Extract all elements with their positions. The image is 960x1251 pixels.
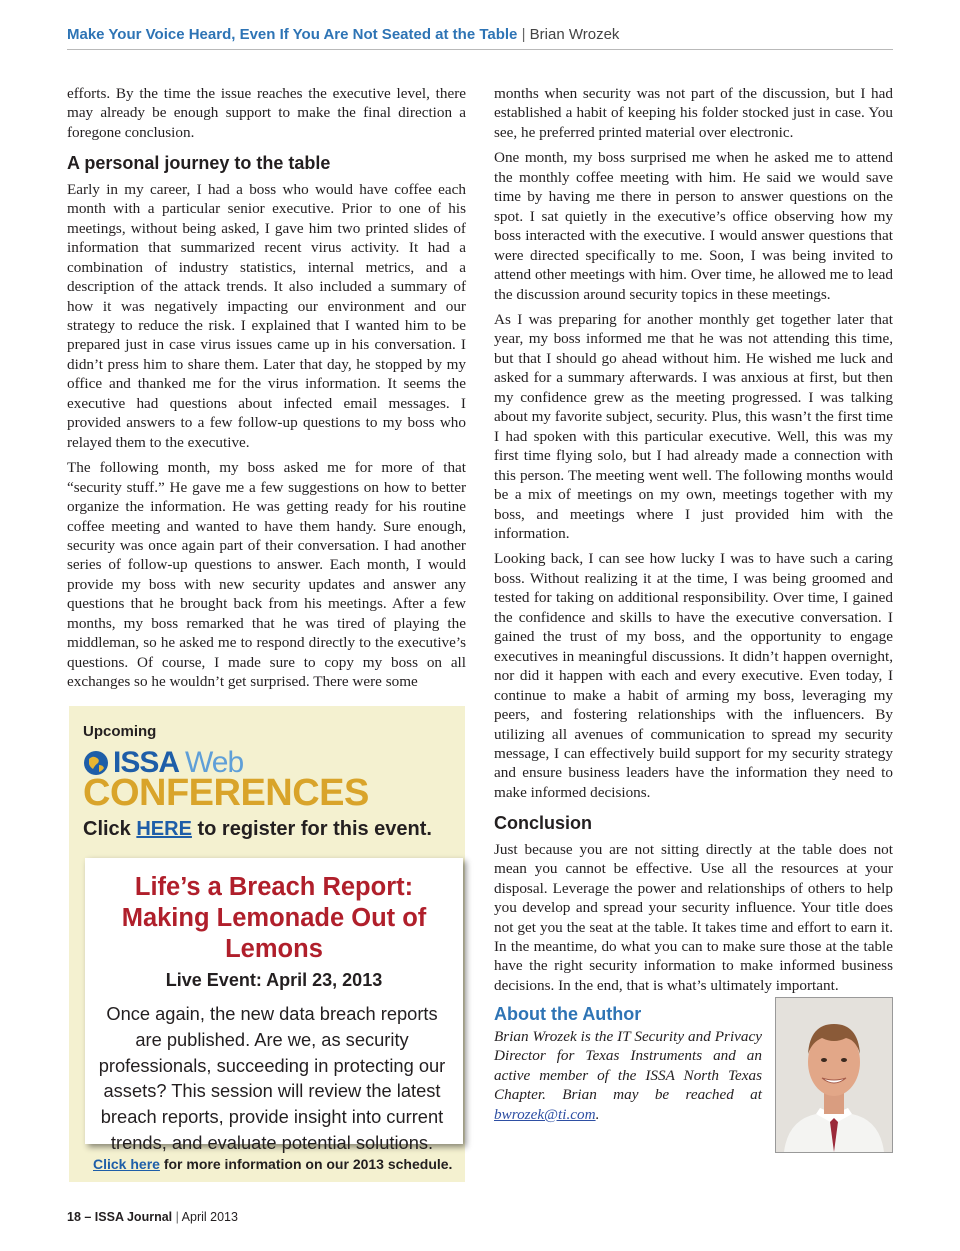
logo-issa-text: ISSA	[113, 746, 180, 779]
section-heading-conclusion: Conclusion	[494, 813, 592, 834]
register-prefix: Click	[83, 818, 137, 840]
paragraph: Just because you are not sitting directly at the table does not mean you cannot be effective. Use all the resources at your disposal. Leverage the power and relationships of others to help you develop and spread your security influence. Your title does not get you the seat at the table. It takes time and effort to earn it. In the meantime, do what you can to make sure those at the table have the right security information to make informed business decisions. In the end, that is what’s ultimately important.	[494, 840, 893, 994]
web-conference-promo	[69, 706, 465, 1182]
author-bio	[494, 1027, 762, 1124]
footer-separator: |	[175, 1210, 179, 1224]
header-author: Brian Wrozek	[529, 26, 620, 43]
section-heading-personal-journey: A personal journey to the table	[67, 153, 331, 174]
paragraph: The following month, my boss asked me for more of that “security stuff.” He gave me a few suggestions on how to better organize the information. He was getting ready for his routine coffee meeting and wanted to have them handy. Sure enough, security was once again part of their conversation. I had another series of follow-up questions to answer. Each month, I would provide my boss with new security updates and answer any questions that he brought back from his meetings. After a few months, my boss remarked that he was tired of playing the middleman, so he asked me to respond directly to the executive’s questions. Of course, I made sure to copy my boss on all exchanges so he wouldn’t get surprised. There were some	[67, 459, 466, 691]
register-line	[83, 818, 432, 841]
paragraph: Early in my career, I had a boss who would have coffee each month with a particular senior executive. Prior to one of his meetings, without being asked, I gave him two printed slides of information that summarized recent virus activity. It had a combination of industry statistics, internal metrics, and a description of the attack trends. It also included a summary of how it was negatively impacting our environment and our strategy to reduce the risk. I explained that I wanted him to be prepared just in case virus issues came up in his conversation. I didn’t press him to share them. Later that day, he stopped by my office and thanked me for the virus information. It seems the executive had questions about infected email messages. I provided answers to a few follow-up questions to my boss who relayed them to the executive.	[67, 180, 466, 451]
footer-page-label: 18 – ISSA Journal	[67, 1210, 173, 1224]
section-heading-about-author: About the Author	[494, 1004, 642, 1025]
logo-conferences-text: CONFERENCES	[83, 772, 369, 814]
event-card	[85, 858, 463, 1153]
register-suffix: to register for this event.	[191, 818, 432, 840]
schedule-line	[93, 1156, 452, 1172]
paragraph: As I was preparing for another monthly get together later that year, my boss informed me that he was not attending this time, but that I should go ahead without him. He wished me luck and asked for a summary afterwards. I was anxious at first, but then my confidence grew as the meeting progressed. I was talking about my favorite subject, security. Plus, this wasn’t the first time I had spoken with this particular executive. Well, this was my first time flying solo, but I had already made a connection with this person. The meeting went well. The following months would be a mix of meetings on my own, meetings together with my boss, and meetings where I just provided him with the information.	[494, 310, 893, 542]
register-here-link[interactable]: HERE	[136, 818, 192, 840]
paragraph-intro: efforts. By the time the issue reaches the executive level, there may already be enough support to make the final direction a foregone conclusion.	[67, 85, 466, 141]
event-date: Live Event: April 23, 2013	[165, 970, 383, 990]
author-bio-end: .	[595, 1105, 600, 1123]
author-email-link[interactable]: bwrozek@ti.com	[494, 1105, 596, 1123]
paragraph: One month, my boss surprised me when he asked me to attend the monthly coffee meeting with him. He said we would save time by having me there in person to answer questions on the spot. I sat quietly in the executive’s office observing how my boss interacted with the executive. I would answer questions that were directed specifically to me. Soon, I was being invited to attend other meetings with him. Over time, he allowed me to lead the discussion around security topics in these meetings.	[494, 149, 893, 303]
page-footer	[67, 1210, 238, 1224]
paragraph: Looking back, I can see how lucky I was to have such a caring boss. Without realizing it at the time, I was being groomed and tested for taking on additional responsibility. Over time, I gained the confidence and skills to have the executive conversation. I gained the trust of my boss, and the opportunity to engage executives in meaningful discussions. It didn’t happen overnight, nor did it happen with each and every executive. Even today, I continue to make a habit of arming my boss, leveraging my peers, and fostering relationships with the influencers. By utilizing all avenues of communication to spread my security message, I can effectively build support for my security strategy and ensure business leaders have the information they need to make informed decisions.	[494, 550, 893, 801]
running-header	[67, 26, 893, 50]
footer-issue: April 2013	[181, 1210, 238, 1224]
right-column	[494, 84, 893, 1130]
author-portrait-image	[776, 998, 892, 1152]
author-bio-text: Brian Wrozek is the IT Security and Privacy Director for Texas Instruments and an active member of the ISSA North Texas Chapter. Brian may be reached at	[494, 1027, 762, 1104]
schedule-click-here-link[interactable]: Click here	[93, 1156, 160, 1172]
event-title: Life’s a Breach Report: Making Lemonade Out of Lemons	[121, 873, 427, 963]
left-column	[67, 84, 466, 698]
logo-web-text: Web	[185, 746, 244, 779]
author-block	[494, 1027, 893, 1124]
header-separator: |	[521, 26, 526, 43]
paragraph: months when security was not part of the discussion, but I had established a habit of keeping his folder stocked just in case. You see, he preferred printed material over electronic.	[494, 85, 893, 141]
author-photo	[775, 997, 893, 1153]
event-description: Once again, the new data breach reports are published. Are we, as security professionals, succeeding in protecting our assets? This session will review the latest breach reports, provide insight into current trends, and evaluate potential solutions.	[98, 1003, 446, 1153]
header-article-title: Make Your Voice Heard, Even If You Are Not Seated at the Table	[67, 26, 518, 43]
promo-upcoming-label: Upcoming	[83, 723, 157, 740]
schedule-suffix: for more information on our 2013 schedule.	[159, 1156, 453, 1172]
